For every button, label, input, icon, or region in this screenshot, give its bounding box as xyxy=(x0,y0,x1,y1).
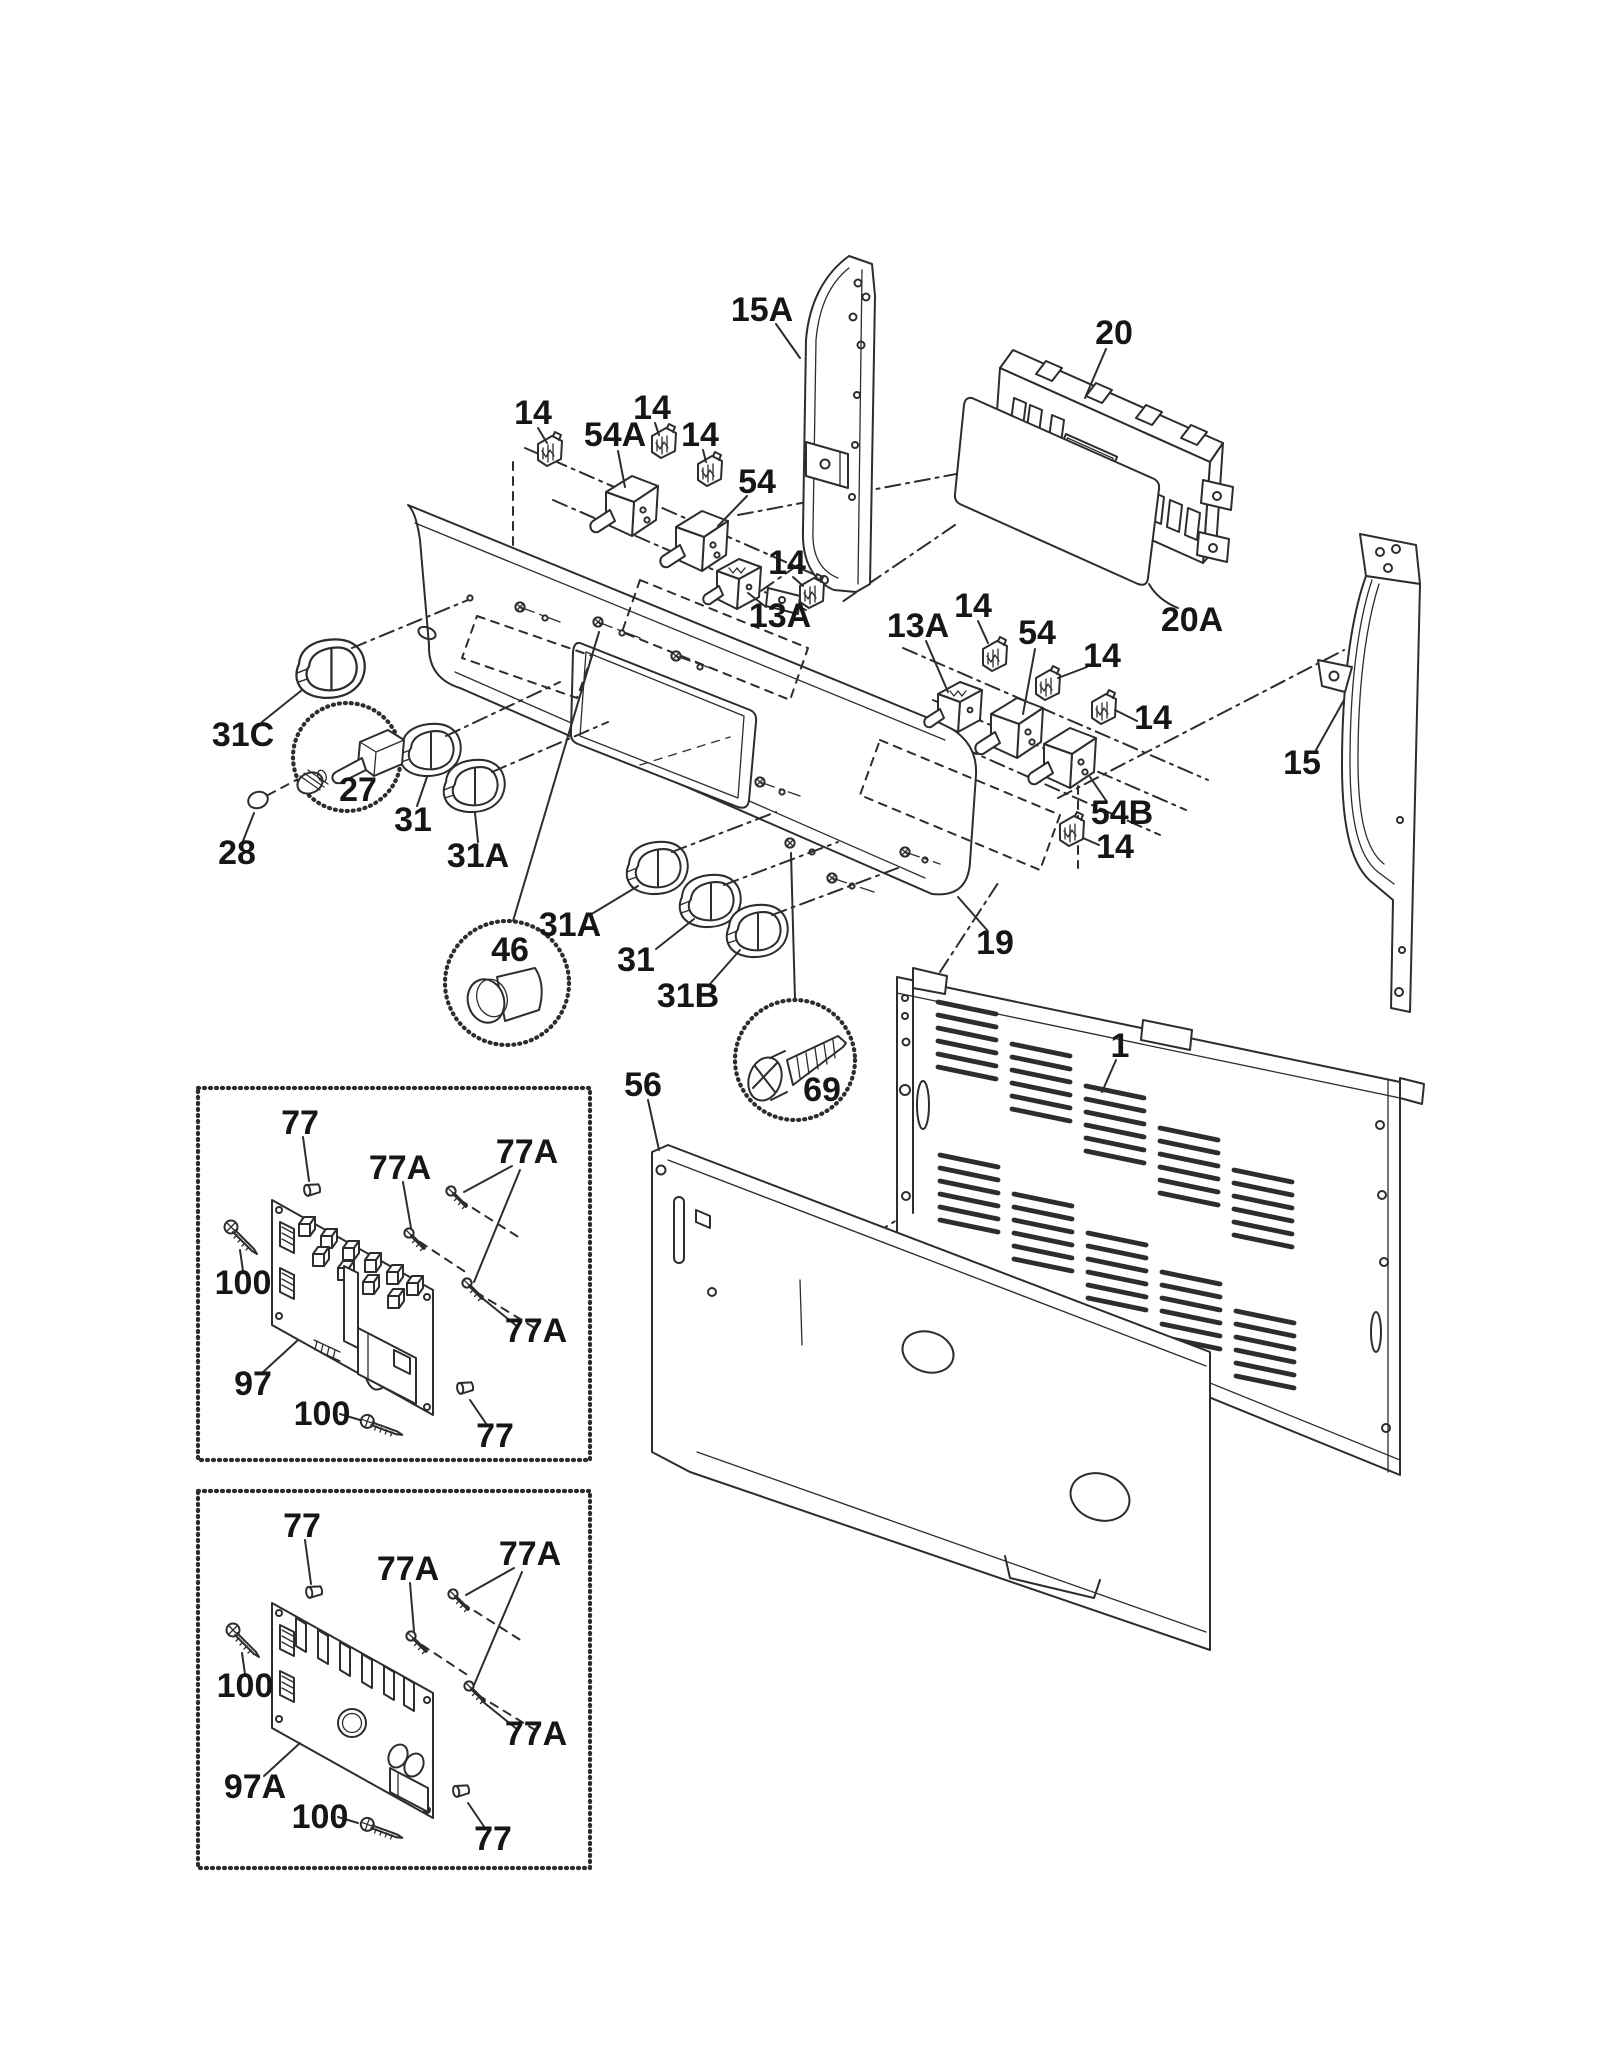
spacer-77 xyxy=(456,1381,474,1395)
circuit-breaker-14 xyxy=(1036,666,1060,700)
callout-100: 100 xyxy=(216,1666,274,1705)
screw-77A xyxy=(462,1278,483,1300)
callout-14: 14 xyxy=(1083,636,1121,675)
knob-31C xyxy=(296,639,364,698)
callout-56: 56 xyxy=(624,1065,662,1104)
callout-100: 100 xyxy=(214,1263,272,1302)
callout-77: 77 xyxy=(283,1506,321,1545)
spacer-77 xyxy=(303,1183,321,1197)
callout-77: 77 xyxy=(474,1819,512,1858)
screw-77A xyxy=(406,1631,427,1653)
callout-77A: 77A xyxy=(504,1311,568,1350)
callout-31: 31 xyxy=(394,800,432,839)
callout-77A: 77A xyxy=(495,1132,559,1171)
screw-100 xyxy=(227,1624,260,1658)
screw-77A xyxy=(404,1228,425,1250)
circuit-breaker-14 xyxy=(1092,690,1116,724)
circuit-breaker-14 xyxy=(652,424,676,458)
callout-54B: 54B xyxy=(1090,793,1154,832)
callout-15: 15 xyxy=(1283,743,1321,782)
callout-77A: 77A xyxy=(376,1549,440,1588)
callout-20A: 20A xyxy=(1160,600,1224,639)
spacer-77 xyxy=(452,1784,470,1798)
callout-13A: 13A xyxy=(748,596,812,635)
callout-69: 69 xyxy=(803,1070,841,1109)
circuit-breaker-14 xyxy=(698,452,722,486)
callout-54: 54 xyxy=(738,462,776,501)
callout-19: 19 xyxy=(976,923,1014,962)
callout-14: 14 xyxy=(768,543,806,582)
callout-31A: 31A xyxy=(538,905,602,944)
callout-15A: 15A xyxy=(730,290,794,329)
right-side-bracket-15 xyxy=(1318,534,1420,1012)
callout-31C: 31C xyxy=(211,715,275,754)
switch-13A xyxy=(924,682,982,732)
callout-28: 28 xyxy=(218,833,256,872)
callout-97: 97 xyxy=(234,1364,272,1403)
callout-27: 27 xyxy=(339,770,377,809)
callout-77A: 77A xyxy=(498,1534,562,1573)
callout-14: 14 xyxy=(1096,827,1134,866)
callout-31A: 31A xyxy=(446,836,510,875)
callout-54A: 54A xyxy=(583,415,647,454)
callout-20: 20 xyxy=(1095,313,1133,352)
callout-14: 14 xyxy=(1134,698,1172,737)
callout-97A: 97A xyxy=(223,1767,287,1806)
callout-13A: 13A xyxy=(886,606,950,645)
callout-77A: 77A xyxy=(504,1714,568,1753)
knob-31A xyxy=(444,760,505,812)
spacer-77 xyxy=(305,1585,323,1599)
screw-100 xyxy=(359,1808,403,1852)
callout-77A: 77A xyxy=(368,1148,432,1187)
screw-100 xyxy=(359,1405,403,1449)
screw-77A xyxy=(446,1186,467,1208)
callout-14: 14 xyxy=(514,393,552,432)
callout-77: 77 xyxy=(476,1416,514,1455)
circuit-breaker-14 xyxy=(538,432,562,466)
callout-31: 31 xyxy=(617,940,655,979)
screw-77A xyxy=(448,1589,469,1611)
surface-switch-54 xyxy=(975,698,1043,758)
callout-1: 1 xyxy=(1110,1026,1130,1065)
screw-100 xyxy=(225,1221,258,1255)
circuit-breaker-14 xyxy=(1060,812,1084,846)
callout-14: 14 xyxy=(954,586,992,625)
callout-77: 77 xyxy=(281,1103,319,1142)
callout-31B: 31B xyxy=(656,976,720,1015)
callout-100: 100 xyxy=(293,1394,351,1433)
callout-46: 46 xyxy=(491,930,529,969)
callout-14: 14 xyxy=(633,388,671,427)
callout-100: 100 xyxy=(291,1797,349,1836)
callout-54: 54 xyxy=(1018,613,1056,652)
surface-switch-54 xyxy=(660,511,728,571)
callout-14: 14 xyxy=(681,415,719,454)
